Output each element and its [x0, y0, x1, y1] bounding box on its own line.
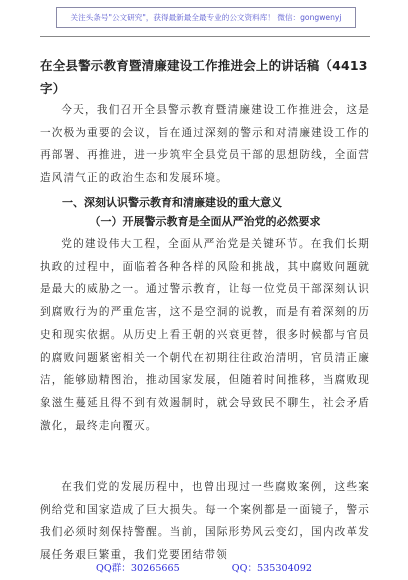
- footer-qq-group: QQ群：30265665: [95, 563, 180, 574]
- header-banner-text: 关注头条号"公文研究"，获得最新最全最专业的公文资料库！ 微信：gongwenyj: [70, 13, 342, 22]
- header-divider: [40, 36, 370, 37]
- intro-paragraph: 今天，我们召开全县警示教育暨清廉建设工作推进会，这是一次极为重要的会议，旨在通过深刻的警示和对清廉建设工作的再部署、再推进，进一步筑牢全县党员干部的思想防线，全面营造风清气正的政治生态和发展环境。: [40, 104, 370, 185]
- section-heading: 一、深刻认识警示教育和清廉建设的重大意义: [62, 196, 282, 209]
- header-banner: [56, 7, 356, 28]
- subsection-heading: （一）开展警示教育是全面从严治党的必然要求: [89, 215, 321, 228]
- page-footer: [0, 560, 408, 576]
- body-paragraph-2: 在我们党的发展历程中，也曾出现过一些腐败案例，这些案例给党和国家造成了巨大损失。每一个案例都是一面镜子，警示我们必须时刻保持警醒。当前，国际形势风云变幻，国内改革发展任务艰巨繁重，我们党要团结带领: [40, 481, 370, 562]
- body-paragraph-1: 党的建设伟大工程，全面从严治党是关键环节。在我们长期执政的过程中，面临着各种各样的风险和挑战，其中腐败问题就是最大的威胁之一。通过警示教育，让每一位党员干部深刻认识到腐败行为的严重危害，这不是空洞的说教，而是有着深刻的历史和现实依据。从历史上看王朝的兴衰更替，很多时候都与官员的腐败问题紧密相关一个朝代在初期往往政治清明，官员清正廉洁，能够励精图治，推动国家发展，但随着时间推移，当腐败现象滋生蔓延且得不到有效遏制时，就会导致民不聊生，社会矛盾激化，最终走向覆灭。: [40, 238, 370, 432]
- document-title: 在全县警示教育暨清廉建设工作推进会上的讲话稿（4413字）: [40, 58, 368, 96]
- footer-qq-contact: QQ：535304092: [231, 563, 312, 574]
